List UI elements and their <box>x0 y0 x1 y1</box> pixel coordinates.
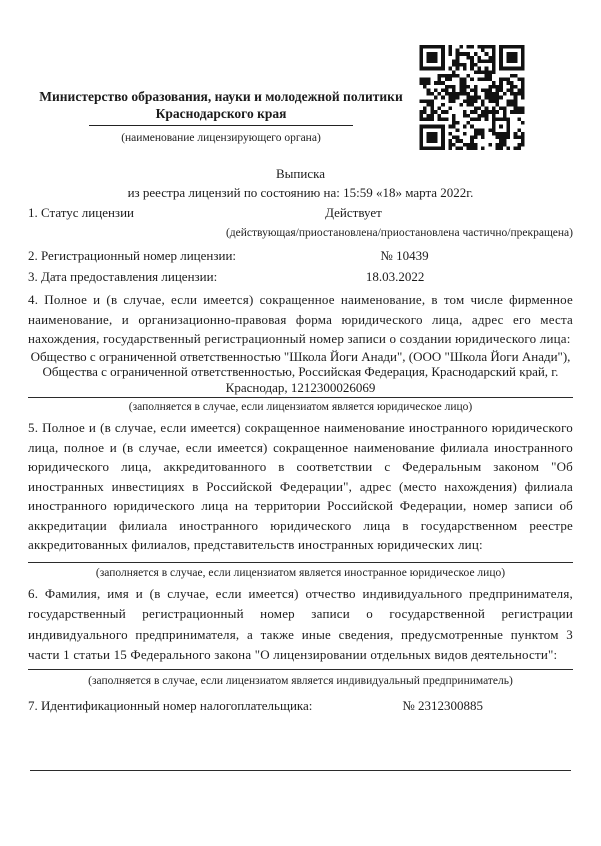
legal-entity-note: (заполняется в случае, если лицензиатом является юридическое лицо) <box>128 401 473 413</box>
grant-date-row <box>28 269 573 285</box>
qr-code-image <box>419 45 525 150</box>
grant-date-value: 18.03.2022 <box>365 269 425 284</box>
grant-date-label: 3. Дата предоставления лицензии: <box>28 269 218 284</box>
registration-number-row <box>28 248 573 264</box>
authority-name-caption: (наименование лицензирующего органа) <box>121 132 321 144</box>
separator-legal-entity <box>28 397 573 398</box>
ministry-name-line2: Краснодарского края <box>155 106 287 121</box>
separator-individual-entrepreneur <box>28 669 573 670</box>
taxpayer-id-value: № 2312300885 <box>402 697 484 713</box>
authority-underline <box>89 125 353 126</box>
separator-foreign-entity <box>28 562 573 563</box>
foreign-entity-clause-text: 5. Полное и (в случае, если имеется) сокращенное наименование иностранного юридического лица, полное и (в случае, если имеется) сокращенное наименование филиала иностранного юридического лица, аккредитованного в соответствии с Федеральным законом "Об иностранных инвестициях в Российской Федерации", адрес (место нахождения) филиала иностранного юридического лица на территории Российской Федерации, номер записи об аккредитации филиала иностранного юридического лица в государственном реестре аккредитованных филиалов, представительств иностранных юридических лиц: <box>28 420 573 552</box>
document-title: Выписка <box>276 166 325 181</box>
registration-number-label: 2. Регистрационный номер лицензии: <box>28 248 237 263</box>
license-status-row <box>28 205 573 221</box>
qr-code <box>419 45 525 150</box>
ministry-name-line1: Министерство образования, науки и молодежной политики <box>39 89 403 104</box>
document-subtitle: из реестра лицензий по состоянию на: 15:59 «18» марта 2022г. <box>127 185 474 200</box>
legal-entity-clause-text: 4. Полное и (в случае, если имеется) сокращенное наименование, в том числе фирменное наименование, и организационно-правовая форма юридического лица, адрес его места нахождения, государственный регистрационный номер записи о создании юридического лица: <box>28 292 573 346</box>
document-title-block <box>28 164 573 202</box>
registration-number-value: № 10439 <box>380 248 429 263</box>
legal-entity-value: Общество с ограниченной ответственностью "Школа Йоги Анади", (ООО "Школа Йоги Анади"), Общества с ограниченной ответственностью, Российская Федерация, Краснодарский край, г. Краснодар, 1212300026069 <box>30 348 571 395</box>
license-status-label: 1. Статус лицензии <box>28 205 134 220</box>
taxpayer-id-row <box>28 698 573 714</box>
taxpayer-id-label: 7. Идентификационный номер налогоплательщика: <box>28 697 313 713</box>
license-status-value: Действует <box>325 205 382 220</box>
licensing-authority-name <box>28 88 414 126</box>
individual-entrepreneur-clause-text: 6. Фамилия, имя и (в случае, если имеется) отчество индивидуального предпринимателя, государственный регистрационный номер записи о государственной регистрации индивидуального предпринимателя, а также иные сведения, предусмотренные пунктом 3 части 1 статьи 15 Федерального закона "О лицензировании отдельных видов деятельности": <box>28 585 573 662</box>
individual-entrepreneur-note: (заполняется в случае, если лицензиатом является индивидуальный предприниматель) <box>88 674 513 687</box>
foreign-entity-note: (заполняется в случае, если лицензиатом является иностранное юридическое лицо) <box>95 566 506 579</box>
license-status-options-note: (действующая/приостановлена/приостановлена частично/прекращена) <box>225 227 573 239</box>
separator-bottom <box>30 770 571 771</box>
